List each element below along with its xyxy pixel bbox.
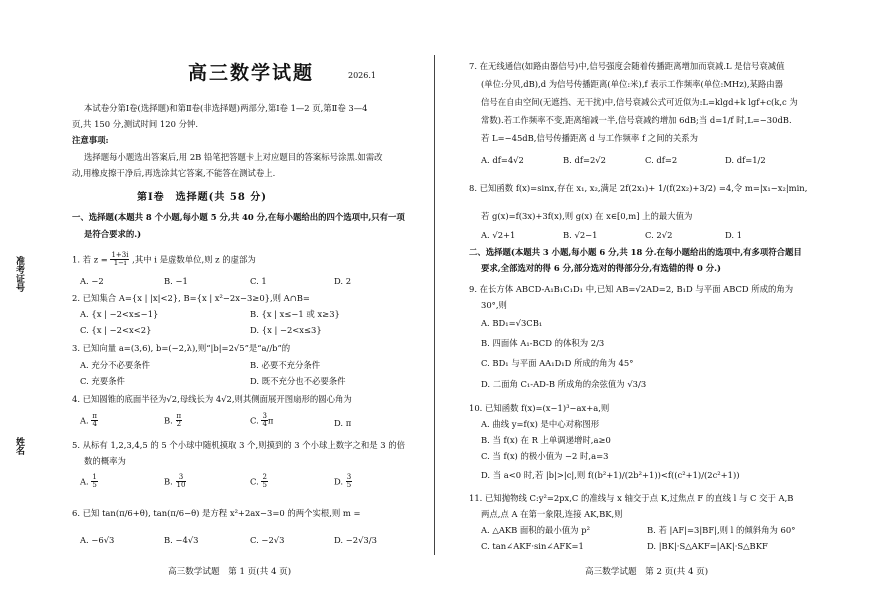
option: A. △AKB 面积的最小值为 p² bbox=[481, 525, 590, 535]
option: C. 2√2 bbox=[645, 230, 673, 240]
option: B. df=2√2 bbox=[563, 155, 606, 165]
question-7-line: 若 L=−45dB,信号传播距离 d 与工作频率 f 之间的关系为 bbox=[481, 133, 698, 143]
option: A. BD₁=√3CB₁ bbox=[481, 318, 543, 328]
question-11: 11. 已知抛物线 C:y²=2px,C 的准线与 x 轴交于点 K,过焦点 F 的直线 l 与 C 交于 A,B bbox=[469, 493, 794, 503]
question-10: 10. 已知函数 f(x)=(x−1)³−ax+a,则 bbox=[469, 403, 610, 413]
question-7-line: 常数).若工作频率不变,距离缩减一半,信号衰减约增加 6dB;当 d=1/f 时,L=−30dB. bbox=[481, 115, 792, 125]
option: D. 二面角 C₁-AD-B 所成角的余弦值为 √3/3 bbox=[481, 379, 647, 389]
option: D. |BK|·S△AKF=|AK|·S△BKF bbox=[647, 541, 768, 551]
option: C. BD₁ 与平面 AA₁D₁D 所成的角为 45° bbox=[481, 358, 634, 368]
option: D. df=1/2 bbox=[725, 155, 766, 165]
intro-line-2: 页,共 150 分,测试时间 120 分钟. bbox=[72, 119, 198, 129]
option: A. $\frac{1}{5}$ bbox=[80, 473, 97, 490]
option: A. 充分不必要条件 bbox=[80, 360, 150, 370]
option: B. −4√3 bbox=[164, 535, 199, 545]
page-2 bbox=[435, 0, 870, 607]
question-3: 3. 已知向量 a=(3,6), b=(−2,λ),则“|b|=2√5”是“a//b”的 bbox=[72, 343, 291, 353]
intro-line-4: 选择题每小题选出答案后,用 2B 铅笔把答题卡上对应题目的答案标号涂黑.如需改 bbox=[84, 152, 383, 162]
option: A. √2+1 bbox=[481, 230, 516, 240]
option: B. √2−1 bbox=[563, 230, 598, 240]
question-7-line: (单位:分贝,dB),d 为信号传播距离(单位:米),f 表示工作频率(单位:MHz),某路由器 bbox=[481, 79, 784, 89]
question-8: 8. 已知函数 f(x)=sinx,存在 x₁, x₂,满足 2f(2x₁)+ 1/(f(2x₂)+3/2) =4,令 m=|x₁−x₂|min, bbox=[469, 183, 808, 193]
option: B. {x | x≤−1 或 x≥3} bbox=[250, 309, 340, 319]
notice-heading: 注意事项: bbox=[72, 135, 109, 145]
option: C. 充要条件 bbox=[80, 376, 125, 386]
exam-date: 2026.1 bbox=[348, 71, 376, 80]
question-7-line: 信号在自由空间(无遮挡、无干扰)中,信号衰减公式可近似为:L=klgd+k lgf+c(k,c 为 bbox=[481, 97, 798, 107]
option: D. 2 bbox=[334, 276, 352, 286]
option: B. 若 |AF|=3|BF|,则 l 的倾斜角为 60° bbox=[647, 525, 796, 535]
option: A. 曲线 y=f(x) 是中心对称图形 bbox=[481, 419, 600, 429]
question-2: 2. 已知集合 A={x | |x|<2}, B={x | x²−2x−3≥0},则 A∩B= bbox=[72, 293, 310, 303]
option: D. π bbox=[334, 418, 352, 428]
part1-heading-2: 是符合要求的.) bbox=[84, 229, 142, 239]
question-9-line: 30°,则 bbox=[481, 300, 507, 310]
option: C. 1 bbox=[250, 276, 267, 286]
intro-line-1: 本试卷分第Ⅰ卷(选择题)和第Ⅱ卷(非选择题)两部分,第Ⅰ卷 1—2 页,第Ⅱ卷 3—4 bbox=[84, 103, 368, 113]
fraction: $\frac{1+3i}{1-i}$ bbox=[111, 251, 129, 268]
option: C. tan∠AKF·sin∠AFK=1 bbox=[481, 541, 584, 551]
option: C. −2√3 bbox=[250, 535, 285, 545]
option: A. −6√3 bbox=[80, 535, 115, 545]
question-4: 4. 已知圆锥的底面半径为√2,母线长为 4√2,则其侧面展开图扇形的圆心角为 bbox=[72, 394, 352, 404]
option: B. $\frac{3}{10}$ bbox=[164, 473, 186, 490]
question-8-line: 若 g(x)=f(3x)+3f(x),则 g(x) 在 x∈[0,m] 上的最大值为 bbox=[481, 211, 693, 221]
option: B. −1 bbox=[164, 276, 188, 286]
option: A. −2 bbox=[80, 276, 104, 286]
option: C. {x | −2<x<2} bbox=[80, 325, 152, 335]
option: B. 当 f(x) 在 R 上单调递增时,a≥0 bbox=[481, 435, 611, 445]
question-5: 5. 从标有 1,2,3,4,5 的 5 个小球中随机摸取 3 个,则摸到的 3 个小球上数字之和是 3 的倍 bbox=[72, 440, 406, 450]
question-11-line: 两点,点 A 在第一象限,连接 AK,BK,则 bbox=[481, 509, 623, 519]
option: D. {x | −2<x≤3} bbox=[250, 325, 322, 335]
option: A. df=4√2 bbox=[481, 155, 524, 165]
intro-line-5: 动,用橡皮擦干净后,再选涂其它答案,不能答在测试卷上. bbox=[72, 168, 276, 178]
option: D. 1 bbox=[725, 230, 743, 240]
part2-heading-2: 要求,全部选对的得 6 分,部分选对的得部分分,有选错的得 0 分.) bbox=[481, 263, 721, 273]
question-9: 9. 在长方体 ABCD-A₁B₁C₁D₁ 中,已知 AB=√2AD=2, B₁D 与平面 ABCD 所成的角为 bbox=[469, 284, 794, 294]
part1-heading: 一、选择题(本题共 8 个小题,每小题 5 分,共 40 分,在每小题给出的四个选项中,只有一项 bbox=[72, 212, 405, 222]
page-footer: 高三数学试题 第 1 页(共 4 页) bbox=[168, 567, 292, 577]
question-1: 1. 若 z = $\frac{1+3i}{1-i}$ ,其中 i 是虚数单位,则 z 的虚部为 bbox=[72, 251, 256, 268]
page-footer: 高三数学试题 第 2 页(共 4 页) bbox=[585, 567, 709, 577]
option: C. 当 f(x) 的极小值为 −2 时,a=3 bbox=[481, 451, 609, 461]
option: B. 必要不充分条件 bbox=[250, 360, 321, 370]
option: C. $\frac{2}{5}$ bbox=[250, 473, 267, 490]
exam-number-label: 准考证号 bbox=[14, 256, 24, 292]
option: A. $\frac{\pi}{4}$ bbox=[80, 412, 97, 429]
option: D. 既不充分也不必要条件 bbox=[250, 376, 346, 386]
option: B. 四面体 A₁-BCD 的体积为 2/3 bbox=[481, 338, 605, 348]
question-5-cont: 数的概率为 bbox=[84, 456, 126, 466]
option: C. $\frac{3}{4}$ π bbox=[250, 412, 274, 429]
part2-heading: 二、选择题(本题共 3 小题,每小题 6 分,共 18 分.在每小题给出的选项中,有多项符合题目 bbox=[469, 247, 802, 257]
option: B. $\frac{\pi}{2}$ bbox=[164, 412, 182, 429]
question-7: 7. 在无线通信(如路由器信号)中,信号强度会随着传播距离增加而衰减.L 是信号衰减值 bbox=[469, 61, 785, 71]
option: A. {x | −2<x≤−1} bbox=[80, 309, 159, 319]
option: D. 当 a<0 时,若 |b|>|c|,则 f((b²+1)/(2b²+1))<f((c²+1)/(2c²+1)) bbox=[481, 470, 740, 480]
section-title: 第Ⅰ卷 选择题(共 58 分) bbox=[137, 192, 268, 203]
option: D. −2√3/3 bbox=[334, 535, 377, 545]
name-label: 姓名 bbox=[14, 437, 24, 455]
exam-title: 高三数学试题 bbox=[188, 62, 315, 84]
question-6: 6. 已知 tan(π/6+θ), tan(π/6−θ) 是方程 x²+2ax−3=0 的两个实根,则 m = bbox=[72, 508, 361, 518]
option: D. $\frac{3}{5}$ bbox=[334, 473, 352, 490]
option: C. df=2 bbox=[645, 155, 678, 165]
